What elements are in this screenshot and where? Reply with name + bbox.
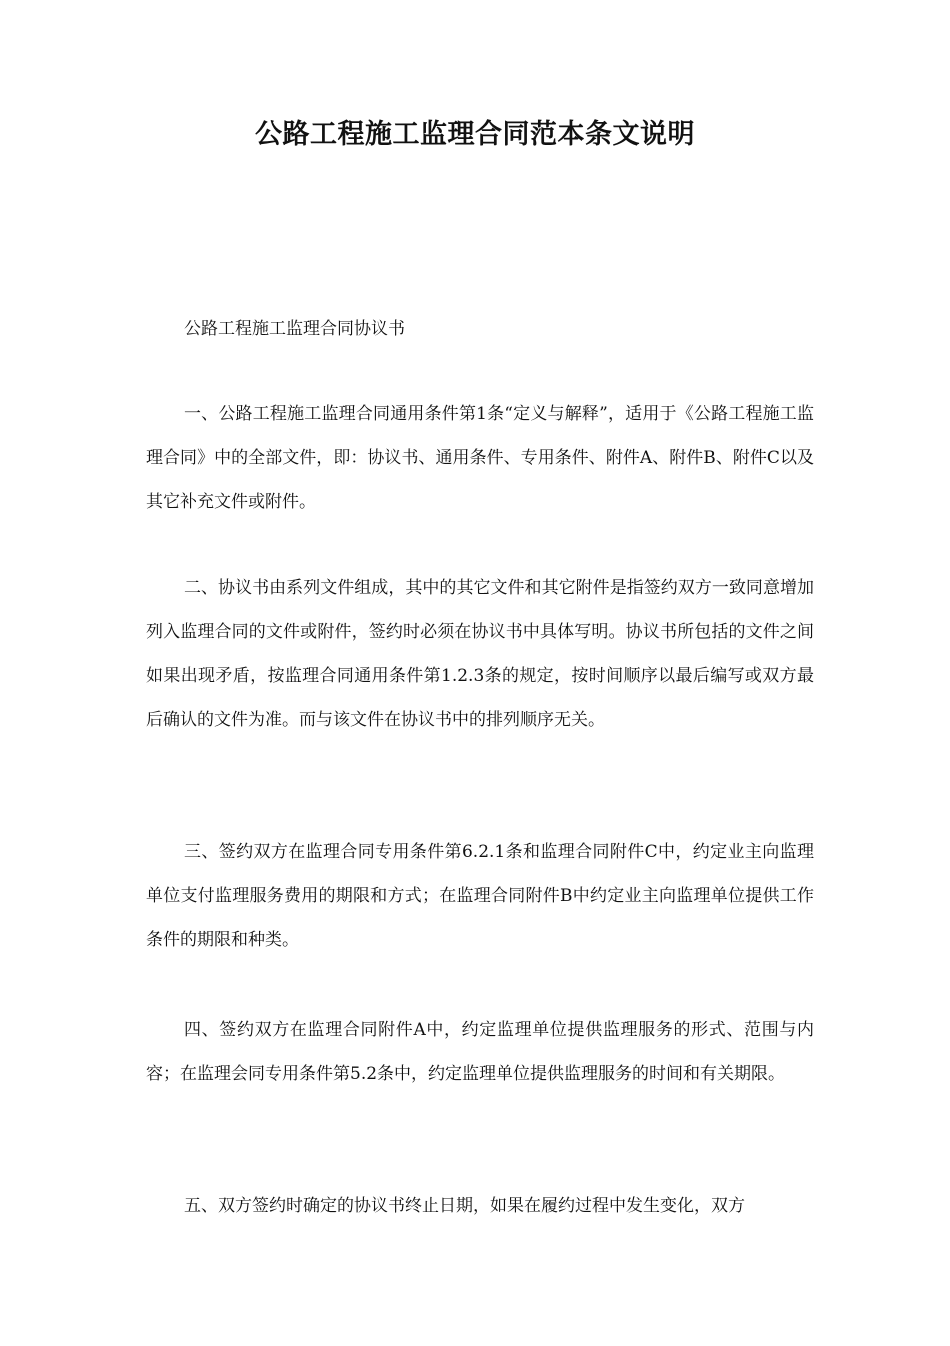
agreement-subtitle: 公路工程施工监理合同协议书 — [184, 319, 405, 339]
document-title: 公路工程施工监理合同范本条文说明 — [255, 119, 695, 150]
paragraph-3: 三、签约双方在监理合同专用条件第6.2.1条和监理合同附件C中，约定业主向监理单位支付监理服务费用的期限和方式；在监理合同附件B中约定业主向监理单位提供工作条件的期限和种类。 — [146, 842, 814, 950]
paragraph-1: 一、公路工程施工监理合同通用条件第1条“定义与解释”，适用于《公路工程施工监理合同》中的全部文件，即：协议书、通用条件、专用条件、附件A、附件B、附件C以及其它补充文件或附件。 — [146, 404, 814, 512]
paragraph-2: 二、协议书由系列文件组成，其中的其它文件和其它附件是指签约双方一致同意增加列入监理合同的文件或附件，签约时必须在协议书中具体写明。协议书所包括的文件之间如果出现矛盾，按监理合同通用条件第1.2.3条的规定，按时间顺序以最后编写或双方最后确认的文件为准。而与该文件在协议书中的排列顺序无关。 — [146, 578, 814, 730]
paragraph-4: 四、签约双方在监理合同附件A中，约定监理单位提供监理服务的形式、范围与内容；在监理会同专用条件第5.2条中，约定监理单位提供监理服务的时间和有关期限。 — [146, 1020, 814, 1084]
paragraph-5: 五、双方签约时确定的协议书终止日期，如果在履约过程中发生变化，双方 — [184, 1196, 745, 1216]
